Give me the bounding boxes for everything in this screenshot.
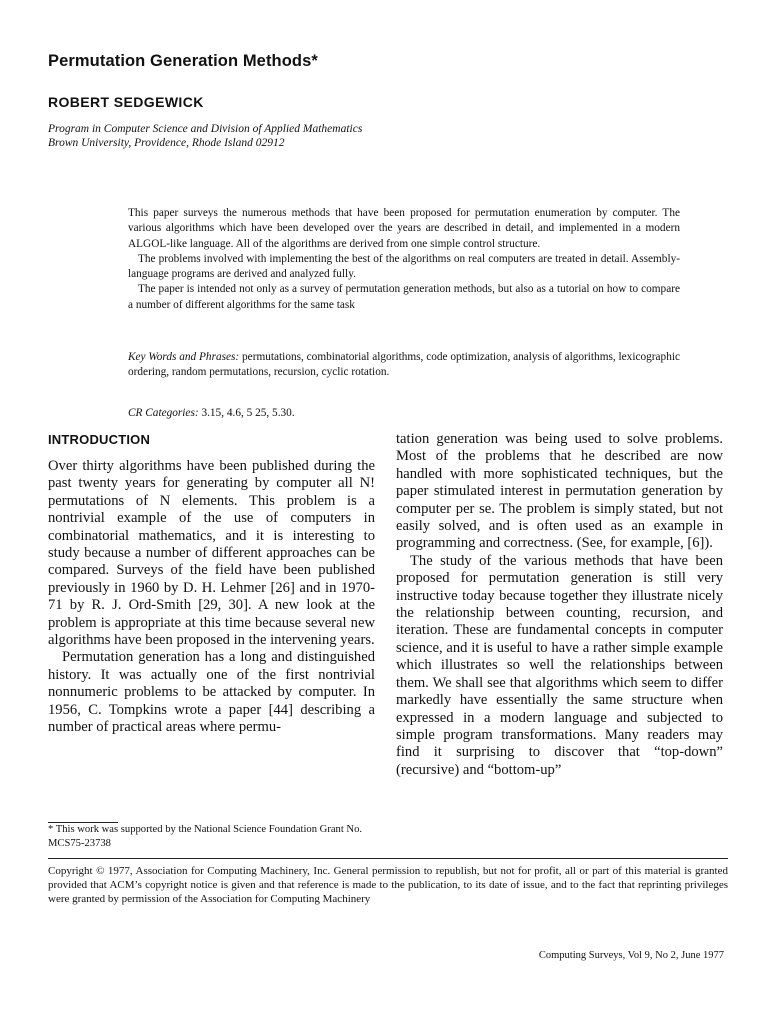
affiliation-university: Brown University, Providence, Rhode Island 02912 (48, 137, 285, 149)
right-column (396, 431, 723, 779)
abstract-paragraph-3: The paper is intended not only as a survey of permutation generation methods, but also as a tutorial on how to compare a number of different algorithms for the same task (128, 283, 680, 311)
abstract-paragraph-1: This paper surveys the numerous methods that have been proposed for permutation enumeration by computer. The various algorithms which have been developed over the years are described in detail, and implemented in a modern ALGOL-like language. All of the algorithms are derived from one simple control structure. (128, 207, 680, 250)
intro-right-paragraph-2: The study of the various methods that have been proposed for permutation generation is still very instructive today because together they illustrate nicely the relationship between counting, recursion, and iteration. These are fundamental concepts in computer science, and it is useful to have a rather simple example which illustrates so well the relationships between them. We shall see that algorithms which seem to differ markedly have essentially the same structure when expressed in a modern language and subjected to simple program transformations. Many readers may find it surprising to discover that “top-down” (recursive) and “bottom-up” (396, 552, 723, 778)
keywords-text: permutations, combinatorial algorithms, code optimization, analysis of algorithms, lexicographic ordering, random permutations, recursion, cyclic rotation. (128, 351, 681, 379)
keywords-block (128, 350, 680, 381)
intro-left-paragraph-1: Over thirty algorithms have been published during the past twenty years for generating by computer all N! permutations of N elements. This problem is a nontrivial example of the use of computers in combinatorial mathematics, and it is interesting to study because a number of different approaches can be compared. Surveys of the field have been published previously in 1960 by D. H. Lehmer [26] and in 1970-71 by R. J. Ord-Smith [29, 30]. A new look at the problem is appropriate at this time because several new algorithms have been proposed in the intervening years. (48, 458, 375, 649)
section-heading-introduction: INTRODUCTION (48, 432, 151, 447)
keywords-label: Key Words and Phrases: (128, 351, 240, 363)
cr-categories-text: 3.15, 4.6, 5 25, 5.30. (201, 407, 295, 419)
abstract-paragraph-2: The problems involved with implementing the best of the algorithms on real computers are treated in detail. Assembly-language programs are derived and analyzed fully. (128, 252, 680, 281)
left-column (48, 458, 375, 737)
copyright-rule (48, 858, 728, 859)
abstract (128, 206, 680, 313)
cr-categories-label: CR Categories: (128, 407, 199, 419)
footnote: * This work was supported by the National Science Foundation Grant No. MCS75-23738 (48, 824, 363, 849)
copyright-notice: Copyright © 1977, Association for Computing Machinery, Inc. General permission to republish, but not for profit, all or part of this material is granted provided that ACM’s copyright notice is given and that reference is made to the publication, to its date of issue, and to the fact that reprinting privileges were granted by permission of the Association for Computing Machinery (48, 865, 728, 905)
intro-left-paragraph-2: Permutation generation has a long and distinguished history. It was actually one of the first nontrivial nonnumeric problems to be attacked by computer. In 1956, C. Tompkins wrote a paper [44] describing a number of practical areas where permu- (48, 649, 375, 736)
author-name: ROBERT SEDGEWICK (48, 94, 204, 110)
intro-right-paragraph-1: tation generation was being used to solve problems. Most of the problems that he described are now handled with more sophisticated techniques, but the paper stimulated interest in permutation generation by computer per se. The problem is simply stated, but not easily solved, and is often used as an example in programming and correctness. (See, for example, [6]). (396, 431, 723, 552)
journal-citation: Computing Surveys, Vol 9, No 2, June 1977 (538, 950, 724, 961)
affiliation-department: Program in Computer Science and Division of Applied Mathematics (48, 123, 363, 135)
paper-title: Permutation Generation Methods* (48, 52, 318, 70)
cr-categories-block (128, 406, 680, 421)
